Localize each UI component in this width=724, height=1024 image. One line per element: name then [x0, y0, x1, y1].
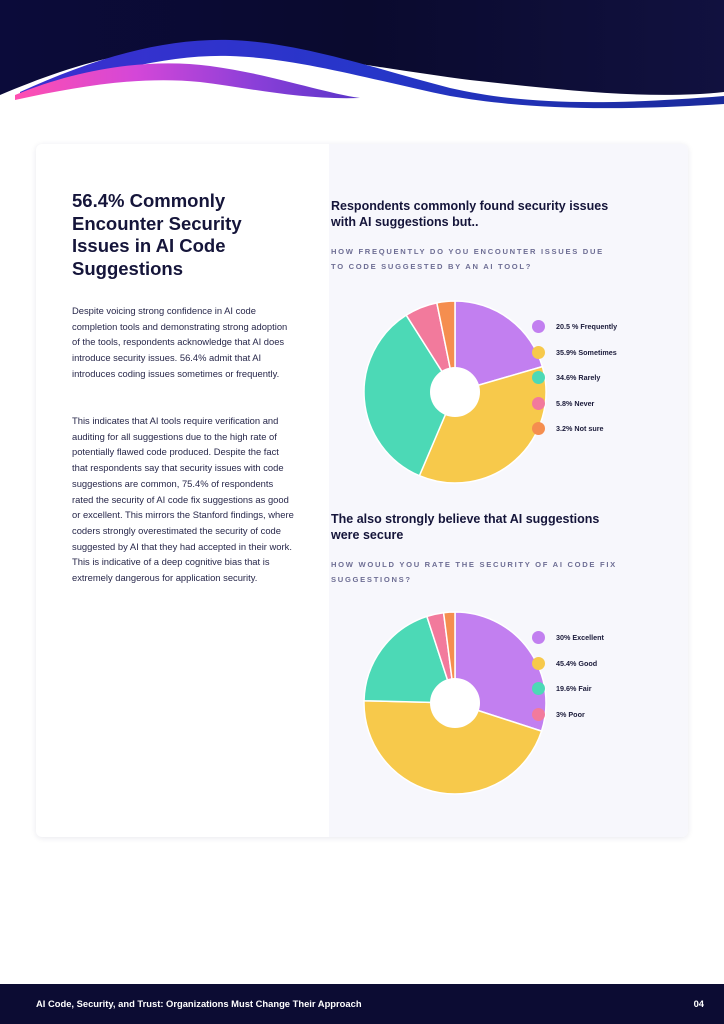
- header-wave-banner: [0, 0, 724, 120]
- chart1-donut: [363, 300, 547, 484]
- intro-paragraph: Despite voicing strong confidence in AI code completion tools and demonstrating strong adoption of the tools, respondents acknowledge that AI does introduce security issues. 56.4% admit that AI introduces coding issues sometimes or frequently.: [72, 305, 288, 379]
- chart2-legend-item: [532, 657, 604, 670]
- chart1-question: HOW FREQUENTLY DO YOU ENCOUNTER ISSUES DUE TO CODE SUGGESTED BY AN AI TOOL?: [331, 247, 604, 271]
- donut-hole: [430, 367, 480, 417]
- page-number: 04: [693, 998, 704, 1009]
- chart1-legend-item: [532, 397, 617, 410]
- legend-swatch: [532, 346, 545, 359]
- legend-label: 3% Poor: [556, 709, 585, 719]
- footer-bar: [0, 984, 724, 1024]
- chart2-legend-item: [532, 682, 604, 695]
- legend-swatch: [532, 320, 545, 333]
- legend-label: 30% Excellent: [556, 633, 604, 642]
- chart1-legend-item: [532, 320, 617, 333]
- analysis-paragraph: This indicates that AI tools require verification and auditing for all suggestions due to the high rate of potentially flawed code produced. Despite the fact that respondents say that security issues with code suggestions are common, 75.4% of respondents rated the security of AI code fix suggestions as good or excellent. This mirrors the Stanford findings, where coders strongly overestimated the security of code suggested by AI that they had accepted in their work. This is indicative of a deep cognitive bias that is extremely dangerous for application security.: [72, 415, 294, 584]
- chart2-title: The also strongly believe that AI suggestions were secure: [331, 512, 600, 542]
- chart1-legend: [532, 320, 617, 448]
- chart1-title: Respondents commonly found security issues with AI suggestions but..: [331, 199, 609, 229]
- legend-swatch: [532, 371, 545, 384]
- page-title: 56.4% Commonly Encounter Security Issues in AI Code Suggestions: [72, 190, 242, 279]
- chart2-legend-item: [532, 631, 604, 644]
- legend-label: 20.5 % Frequently: [556, 322, 618, 331]
- chart1-legend-item: [532, 346, 617, 359]
- legend-swatch: [532, 657, 545, 670]
- legend-label: 34.6% Rarely: [556, 373, 601, 382]
- footer-title: AI Code, Security, and Trust: Organizations Must Change Their Approach: [36, 998, 362, 1009]
- legend-label: 45.4% Good: [556, 658, 598, 668]
- chart1-legend-item: [532, 371, 617, 384]
- legend-label: 3.2% Not sure: [556, 424, 604, 433]
- legend-label: 5.8% Never: [556, 398, 595, 408]
- legend-label: 19.6% Fair: [556, 684, 592, 693]
- chart2-donut: [363, 611, 547, 795]
- legend-swatch: [532, 631, 545, 644]
- legend-swatch: [532, 397, 545, 410]
- legend-swatch: [532, 422, 545, 435]
- donut-hole: [430, 678, 480, 728]
- legend-swatch: [532, 708, 545, 721]
- chart2-legend-item: [532, 708, 604, 721]
- chart2-legend: [532, 631, 604, 733]
- legend-label: 35.9% Sometimes: [556, 347, 617, 357]
- chart1-legend-item: [532, 422, 617, 435]
- legend-swatch: [532, 682, 545, 695]
- chart2-question: HOW WOULD YOU RATE THE SECURITY OF AI CODE FIX SUGGESTIONS?: [331, 560, 617, 584]
